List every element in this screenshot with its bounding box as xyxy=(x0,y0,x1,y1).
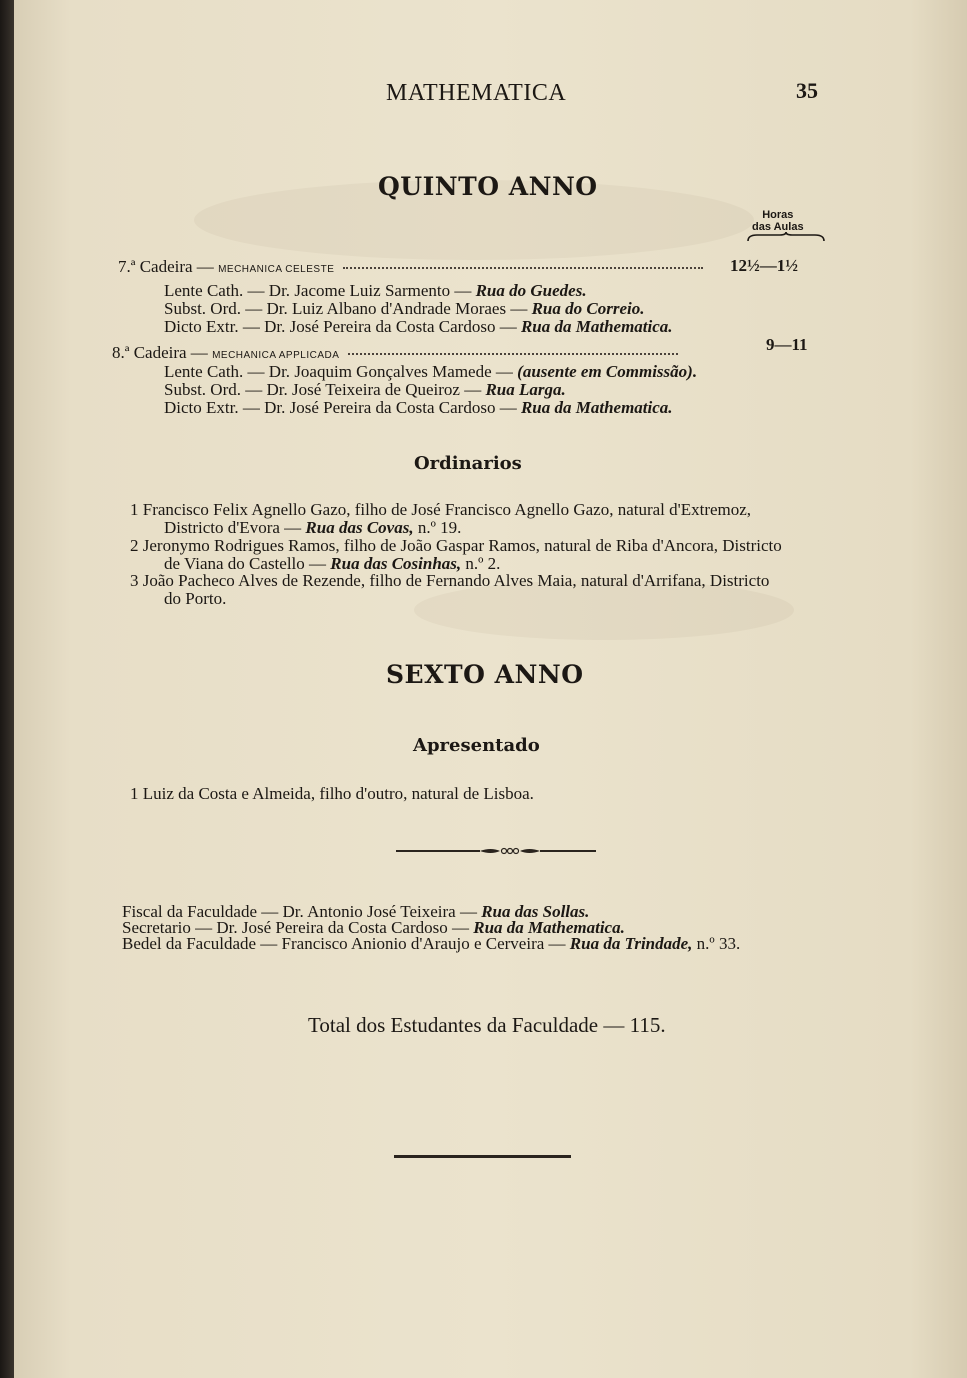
student-text: Francisco Felix Agnello Gazo, filho de José Francisco Agnello Gazo, natural d'Extremoz, xyxy=(142,500,752,519)
hours-column-header xyxy=(752,209,804,233)
student-number: 2 xyxy=(130,536,139,555)
ordinarios-title: Ordinarios xyxy=(414,453,522,474)
official-text: Bedel da Faculdade — Francisco Anionio d'Araujo e Cerveira — xyxy=(122,934,566,953)
apresentado-title: Apresentado xyxy=(413,735,540,756)
leader-dots xyxy=(343,267,703,269)
student-text: de Viana do Castello — xyxy=(164,554,327,573)
student-number: 3 xyxy=(130,571,139,590)
person-name: José Pereira da Costa Cardoso — xyxy=(289,317,517,336)
official-bedel xyxy=(122,934,740,954)
address: Rua do Guedes. xyxy=(475,281,587,300)
student-text: João Pacheco Alves de Rezende, filho de Fernando Alves Maia, natural d'Arrifana, Districto xyxy=(142,571,770,590)
official-text: Secretario — Dr. José Pereira da Costa Cardoso — xyxy=(122,918,469,937)
official-text: Fiscal da Faculdade — Dr. Antonio José Teixeira — xyxy=(122,902,477,921)
person-name: José Pereira da Costa Cardoso — xyxy=(289,398,517,417)
running-head: MATHEMATICA xyxy=(386,80,567,106)
address: Rua da Mathematica. xyxy=(520,317,673,336)
person-name: Jacome Luiz Sarmento — xyxy=(294,281,472,300)
student-text: Districto d'Evora — xyxy=(164,518,302,537)
cadeira-8-dicto xyxy=(164,398,673,418)
total-students: Total dos Estudantes da Faculdade — 115. xyxy=(308,1013,666,1037)
cadeira-name: MECHANICA CELESTE xyxy=(218,264,335,275)
address-number: n.º 2. xyxy=(465,554,501,573)
section-title-sexto: SEXTO ANNO xyxy=(386,660,584,689)
cadeira-7-heading xyxy=(118,257,707,277)
cadeira-7-subst xyxy=(164,299,644,319)
student-text: do Porto. xyxy=(164,589,227,608)
cadeira-8-lente xyxy=(164,362,697,382)
address: Rua da Trindade, xyxy=(569,934,693,953)
student-text: Jeronymo Rodrigues Ramos, filho de João Gaspar Ramos, natural de Riba d'Ancora, Districto xyxy=(142,536,782,555)
person-name: Joaquim Gonçalves Mamede — xyxy=(294,362,513,381)
sexto-student-1: 1 Luiz da Costa e Almeida, filho d'outro, natural de Lisboa. xyxy=(130,784,534,803)
address: Rua Larga. xyxy=(485,380,566,399)
book-spine xyxy=(0,0,14,1378)
address: Rua da Mathematica. xyxy=(520,398,673,417)
role: Dicto Extr. — Dr. xyxy=(164,398,286,417)
role: Dicto Extr. — Dr. xyxy=(164,317,286,336)
address: Rua das Cosinhas, xyxy=(330,554,462,573)
section-title-quinto: QUINTO ANNO xyxy=(378,172,598,201)
student-3-line1 xyxy=(130,571,769,591)
closing-rule xyxy=(394,1155,571,1158)
address: Rua das Covas, xyxy=(305,518,414,537)
cadeira-7-lente xyxy=(164,281,587,301)
address-number: n.º 19. xyxy=(417,518,462,537)
hours-header-line1: Horas xyxy=(762,209,794,221)
role: Subst. Ord. — Dr. xyxy=(164,380,288,399)
student-number: 1 xyxy=(130,500,139,519)
cadeira-label: 7.ª Cadeira — xyxy=(118,257,214,276)
student-1-line1 xyxy=(130,500,751,520)
address: (ausente em Commissão). xyxy=(517,362,698,381)
document-page xyxy=(14,0,967,1378)
student-2-line1 xyxy=(130,536,782,556)
page-number: 35 xyxy=(796,78,818,103)
cadeira-7-dicto xyxy=(164,317,673,337)
cadeira-8-heading xyxy=(112,343,682,363)
address-number: n.º 33. xyxy=(696,934,741,953)
hours-header-line2: das Aulas xyxy=(752,221,804,233)
role: Lente Cath. — Dr. xyxy=(164,281,291,300)
cadeira-7-hours: 12½—1½ xyxy=(730,256,798,275)
cadeira-label: 8.ª Cadeira — xyxy=(112,343,208,362)
cadeira-name: MECHANICA APPLICADA xyxy=(212,350,340,361)
brace-icon xyxy=(747,232,825,242)
role: Subst. Ord. — Dr. xyxy=(164,299,288,318)
student-3-line2 xyxy=(164,589,226,609)
cadeira-8-subst xyxy=(164,380,566,400)
person-name: José Teixeira de Queiroz — xyxy=(291,380,482,399)
cadeira-8-hours: 9—11 xyxy=(766,335,808,354)
student-1-line2 xyxy=(164,518,461,538)
role: Lente Cath. — Dr. xyxy=(164,362,291,381)
address: Rua das Sollas. xyxy=(481,902,590,921)
ornamental-rule-icon xyxy=(396,846,596,856)
person-name: Luiz Albano d'Andrade Moraes — xyxy=(291,299,528,318)
address: Rua da Mathematica. xyxy=(473,918,625,937)
leader-dots xyxy=(348,353,678,355)
address: Rua do Correio. xyxy=(531,299,645,318)
